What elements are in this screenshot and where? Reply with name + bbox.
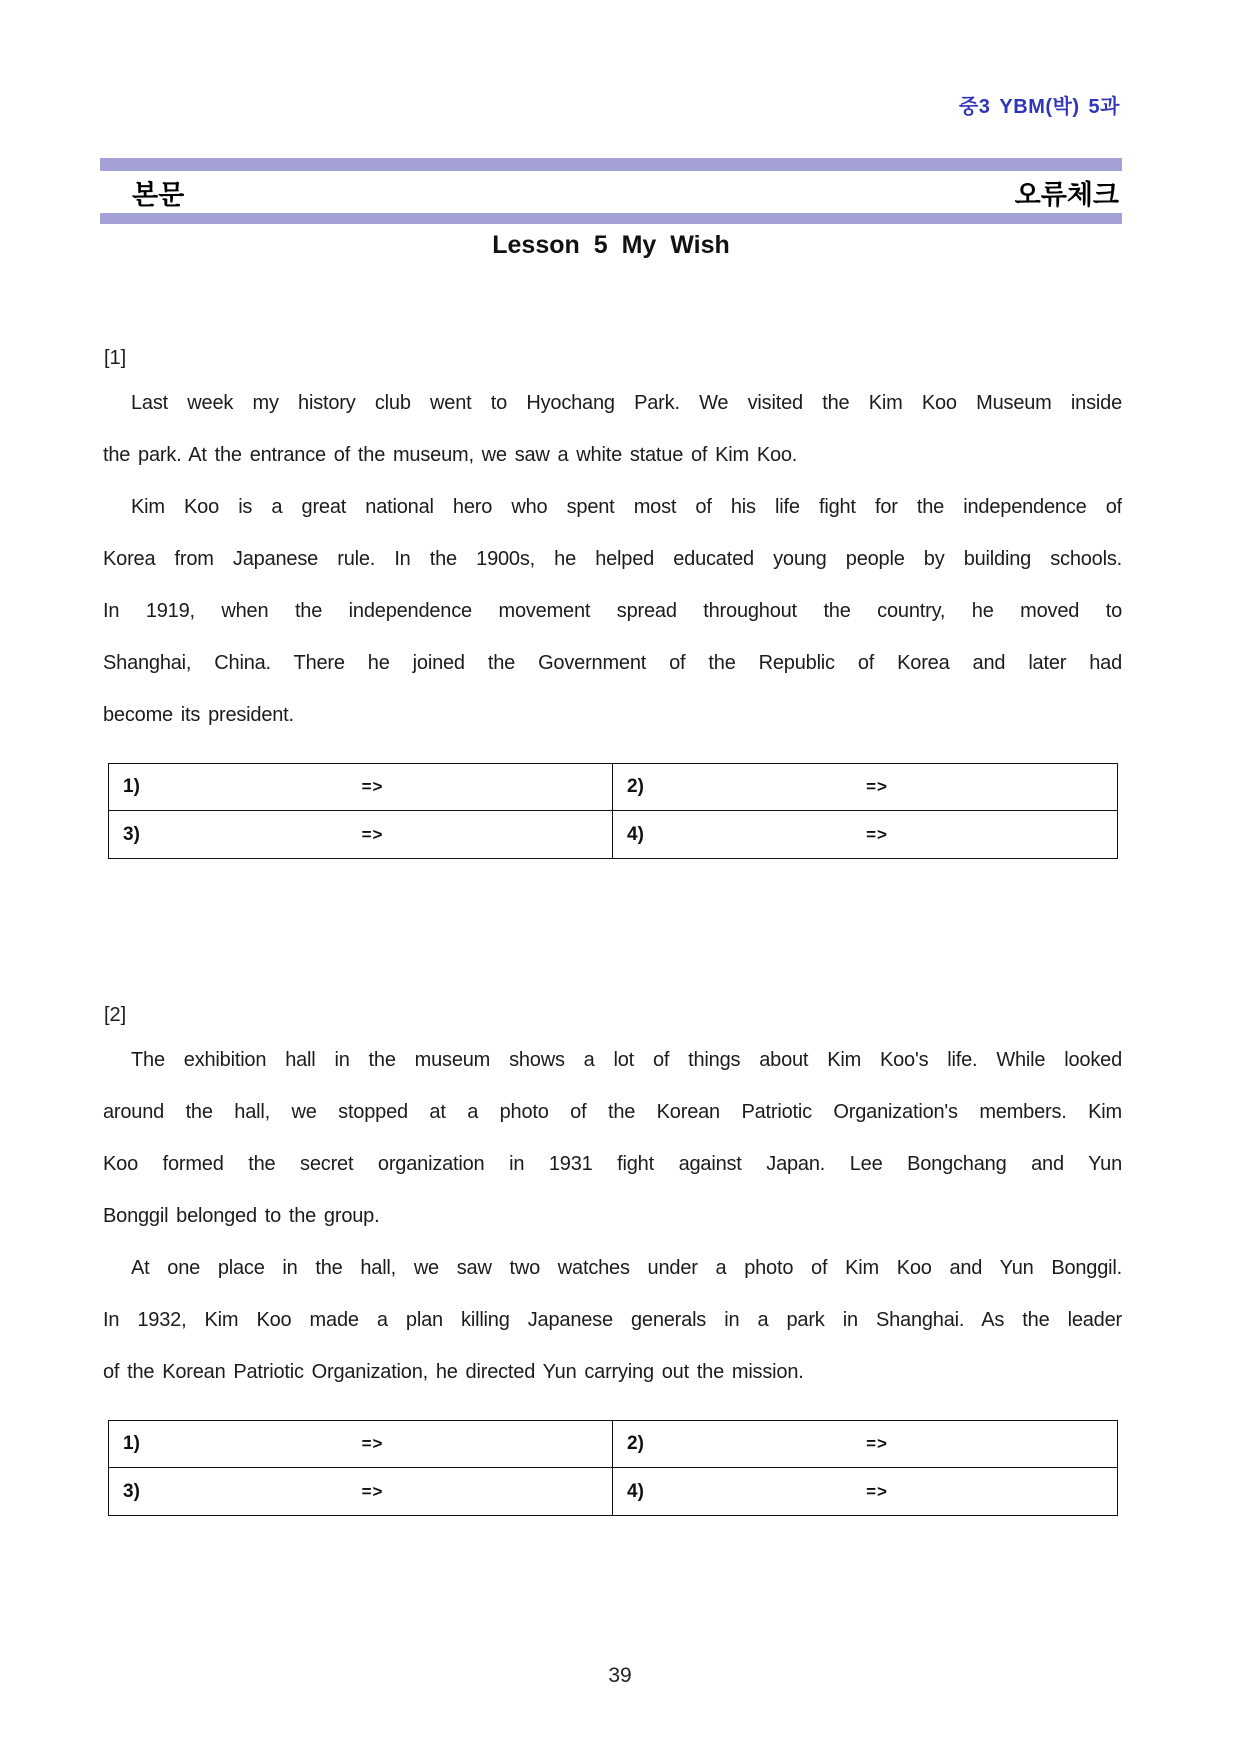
answer-cell-number: 4): [627, 1480, 644, 1502]
answer-cell[interactable]: [613, 764, 1117, 811]
answer-cell[interactable]: [613, 1421, 1117, 1468]
passage-line: of the Korean Patriotic Organization, he directed Yun carrying out the mission.: [103, 1361, 804, 1383]
answer-cell[interactable]: [109, 1421, 613, 1468]
answer-table-2: [108, 1420, 1118, 1516]
passage-line: the park. At the entrance of the museum, we saw a white statue of Kim Koo.: [103, 444, 798, 466]
answer-arrow: =>: [361, 1434, 384, 1453]
header-top-bar: [100, 158, 1122, 171]
answer-cell-number: 2): [627, 776, 644, 797]
passage-line: Bonggil belonged to the group.: [103, 1205, 380, 1227]
passage-line: around the hall, we stopped at a photo of the Korean Patriotic Organization's members. Kim: [103, 1101, 1122, 1123]
passage-line: Korea from Japanese rule. In the 1900s, he helped educated young people by building schools.: [103, 548, 1122, 570]
answer-cell-number: 3): [123, 823, 140, 845]
answer-cell-number: 4): [627, 823, 644, 845]
answer-cell[interactable]: [109, 1468, 613, 1515]
answer-cell-number: 1): [123, 776, 140, 797]
answer-arrow: =>: [866, 1434, 888, 1453]
answer-cell[interactable]: [613, 811, 1117, 858]
section-header-row: [100, 171, 1122, 213]
passage-line: The exhibition hall in the museum shows a lot of things about Kim Koo's life. While looked: [131, 1049, 1122, 1071]
answer-arrow: =>: [866, 824, 888, 844]
answer-arrow: =>: [866, 777, 888, 796]
answer-arrow: =>: [361, 777, 384, 796]
passage-line: Kim Koo is a great national hero who spent most of his life fight for the independence of: [131, 496, 1122, 518]
passage-line: At one place in the hall, we saw two watches under a photo of Kim Koo and Yun Bonggil.: [131, 1257, 1122, 1279]
passage-line: In 1919, when the independence movement spread throughout the country, he moved to: [103, 600, 1122, 622]
course-label: 중3 YBM(박) 5과: [958, 96, 1120, 118]
answer-arrow: =>: [361, 824, 384, 844]
passage-line: Last week my history club went to Hyochang Park. We visited the Kim Koo Museum inside: [131, 392, 1122, 414]
section-label-body: 본문: [132, 179, 185, 210]
passage-line: Shanghai, China. There he joined the Government of the Republic of Korea and later had: [103, 652, 1122, 674]
answer-cell-number: 3): [123, 1480, 140, 1502]
answer-cell-number: 1): [123, 1433, 140, 1454]
answer-cell[interactable]: [109, 811, 613, 858]
answer-arrow: =>: [866, 1481, 888, 1501]
passage-2-marker: [2]: [104, 1004, 127, 1026]
section-header: [100, 158, 1122, 224]
passage-1-marker: [1]: [104, 347, 127, 369]
section-label-error-check: 오류체크: [1014, 179, 1119, 210]
answer-arrow: =>: [361, 1481, 384, 1501]
passage-line: Koo formed the secret organization in 1931 fight against Japan. Lee Bongchang and Yun: [103, 1153, 1122, 1175]
header-bottom-bar: [100, 213, 1122, 224]
page-number: 39: [608, 1664, 632, 1687]
answer-cell[interactable]: [613, 1468, 1117, 1515]
passage-2-text: [103, 1034, 1122, 1398]
passage-line: become its president.: [103, 704, 294, 726]
answer-table-1: [108, 763, 1118, 859]
answer-cell[interactable]: [109, 764, 613, 811]
answer-cell-number: 2): [627, 1433, 644, 1454]
lesson-title: Lesson 5 My Wish: [492, 231, 730, 259]
passage-line: In 1932, Kim Koo made a plan killing Japanese generals in a park in Shanghai. As the leader: [103, 1309, 1122, 1331]
passage-1-text: [103, 377, 1122, 741]
